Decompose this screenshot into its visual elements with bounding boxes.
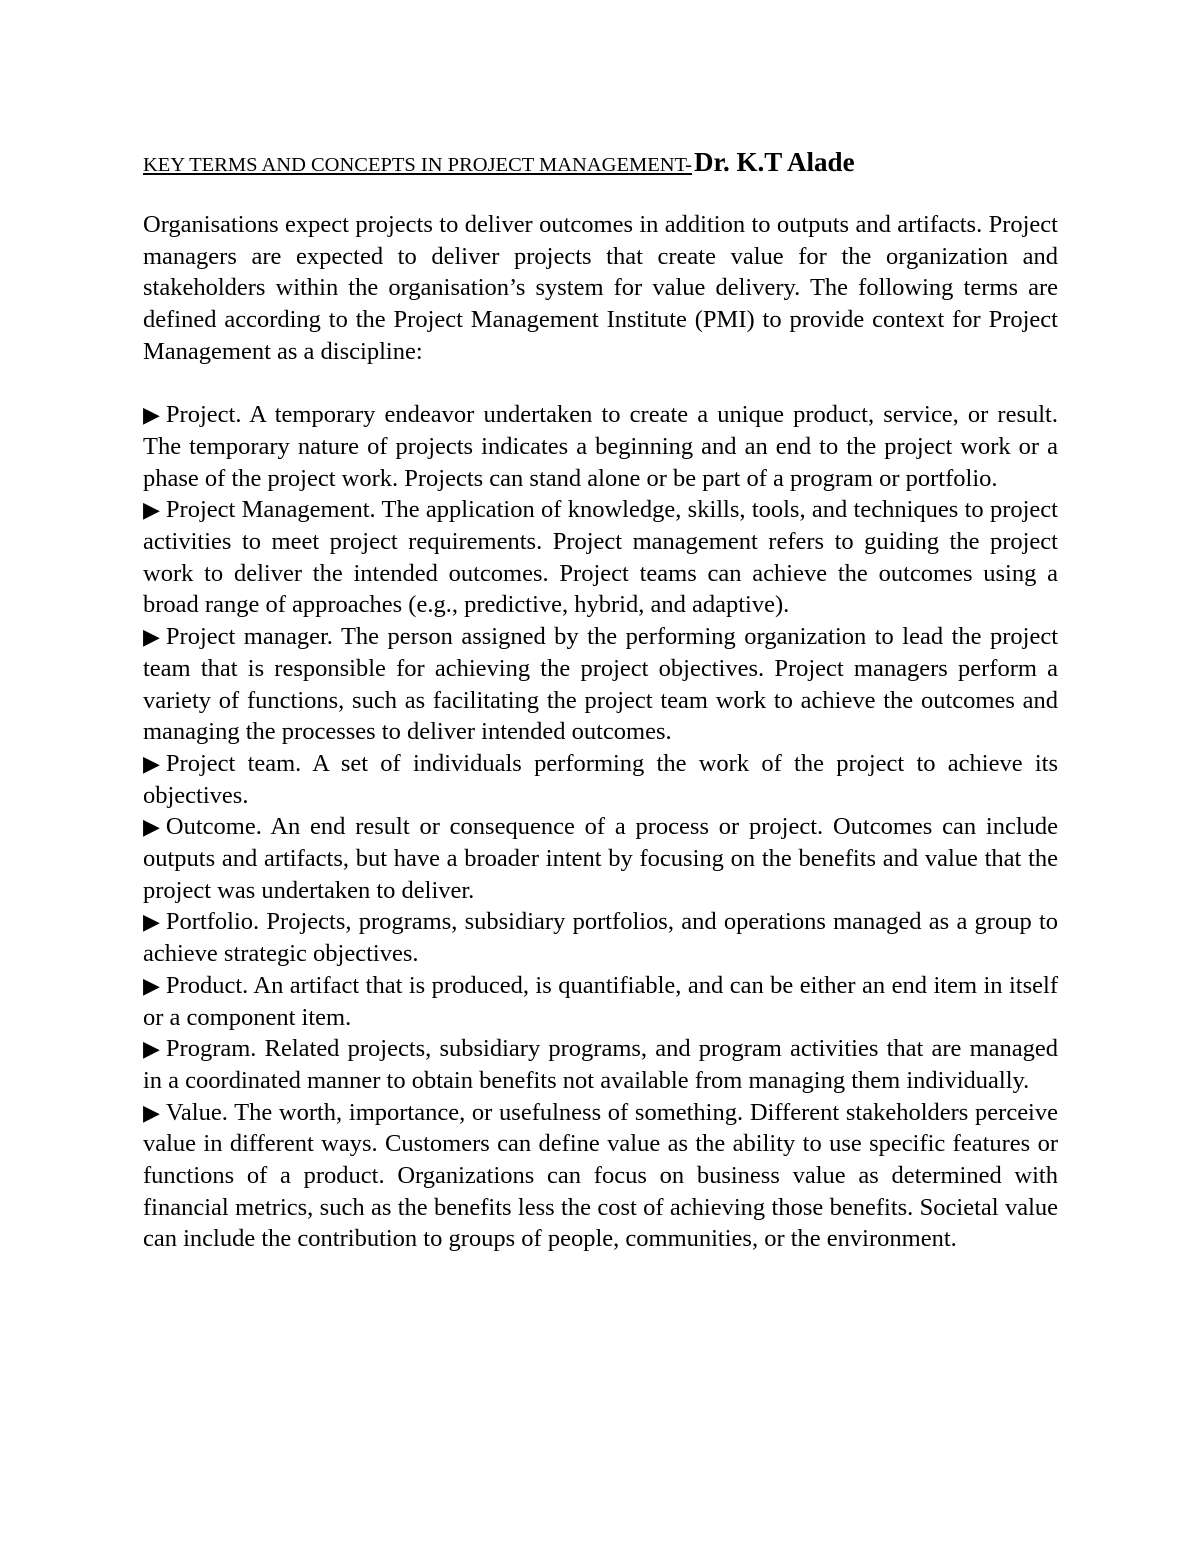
term-definition: Related projects, subsidiary programs, and program activities that are managed in a coordinated manner to obtain benefits not available from managing them individually. [143, 1035, 1058, 1094]
term-label: Outcome. [165, 813, 262, 841]
term-definition: A set of individuals performing the work of the project to achieve its objectives. [143, 749, 1058, 809]
right-triangle-icon: ▶ [143, 814, 160, 840]
terms-list [143, 399, 1058, 1255]
intro-paragraph: Organisations expect projects to deliver outcomes in addition to outputs and artifacts. Project managers are expected to deliver projects that create value for the organization and stakeholders within the organisation’s system for value delivery. The following terms are defined according to the Project Management Institute (PMI) to provide context for Project Management as a discipline: [143, 211, 1058, 365]
term-label: Project manager. [165, 623, 333, 651]
document-title: KEY TERMS AND CONCEPTS IN PROJECT MANAGEMENT- [143, 154, 693, 176]
term-definition: An artifact that is produced, is quantifiable, and can be either an end item in itself or a component item. [143, 971, 1058, 1031]
term-item-outcome [143, 811, 1058, 906]
term-definition: The person assigned by the performing organization to lead the project team that is responsible for achieving the project objectives. Project managers perform a variety of functions, such as facilitating the project team work to achieve the outcomes and managing the processes to deliver intended outcomes. [143, 623, 1058, 746]
term-item-project-team [143, 748, 1058, 811]
right-triangle-icon: ▶ [143, 1036, 160, 1062]
term-item-value [143, 1097, 1058, 1256]
term-label: Program. [165, 1035, 257, 1063]
right-triangle-icon: ▶ [143, 972, 160, 998]
term-definition: Projects, programs, subsidiary portfolios, and operations managed as a group to achieve strategic objectives. [143, 908, 1059, 968]
term-item-product [143, 970, 1058, 1033]
term-item-program [143, 1033, 1058, 1096]
term-definition: The application of knowledge, skills, tools, and techniques to project activities to meet project requirements. Project management refers to guiding the project work to deliver the intended outcomes. Project teams can achieve the outcomes using a broad range of approaches (e.g., predictive, hybrid, and adaptive). [143, 496, 1058, 619]
right-triangle-icon: ▶ [143, 497, 160, 523]
term-label: Value. [165, 1098, 228, 1126]
term-definition: The worth, importance, or usefulness of something. Different stakeholders perceive value in different ways. Customers can define value as the ability to use specific features or functions of a product. Organizations can focus on business value as determined with financial metrics, such as the benefits less the cost of achieving those benefits. Societal value can include the contribution to groups of people, communities, or the environment. [143, 1098, 1058, 1253]
term-item-portfolio [143, 906, 1058, 969]
term-item-project-management [143, 494, 1058, 621]
term-label: Product. [165, 971, 249, 999]
right-triangle-icon: ▶ [143, 624, 160, 650]
term-definition: A temporary endeavor undertaken to create a unique product, service, or result. The temporary nature of projects indicates a beginning and an end to the project work or a phase of the project work. Projects can stand alone or be part of a program or portfolio. [143, 401, 1058, 492]
right-triangle-icon: ▶ [143, 1099, 160, 1125]
term-definition: An end result or consequence of a process or project. Outcomes can include outputs and artifacts, but have a broader intent by focusing on the benefits and value that the project was undertaken to deliver. [143, 813, 1058, 904]
right-triangle-icon: ▶ [143, 909, 160, 935]
term-item-project-manager [143, 621, 1058, 748]
right-triangle-icon: ▶ [143, 750, 160, 776]
right-triangle-icon: ▶ [143, 402, 160, 428]
term-label: Project team. [165, 749, 302, 777]
document-heading [143, 142, 1058, 187]
term-label: Portfolio. [165, 908, 260, 936]
document-author: Dr. K.T Alade [694, 147, 855, 177]
document-page [143, 142, 1058, 1255]
term-item-project [143, 399, 1058, 494]
term-label: Project Management. [165, 496, 376, 524]
term-label: Project. [165, 401, 242, 429]
